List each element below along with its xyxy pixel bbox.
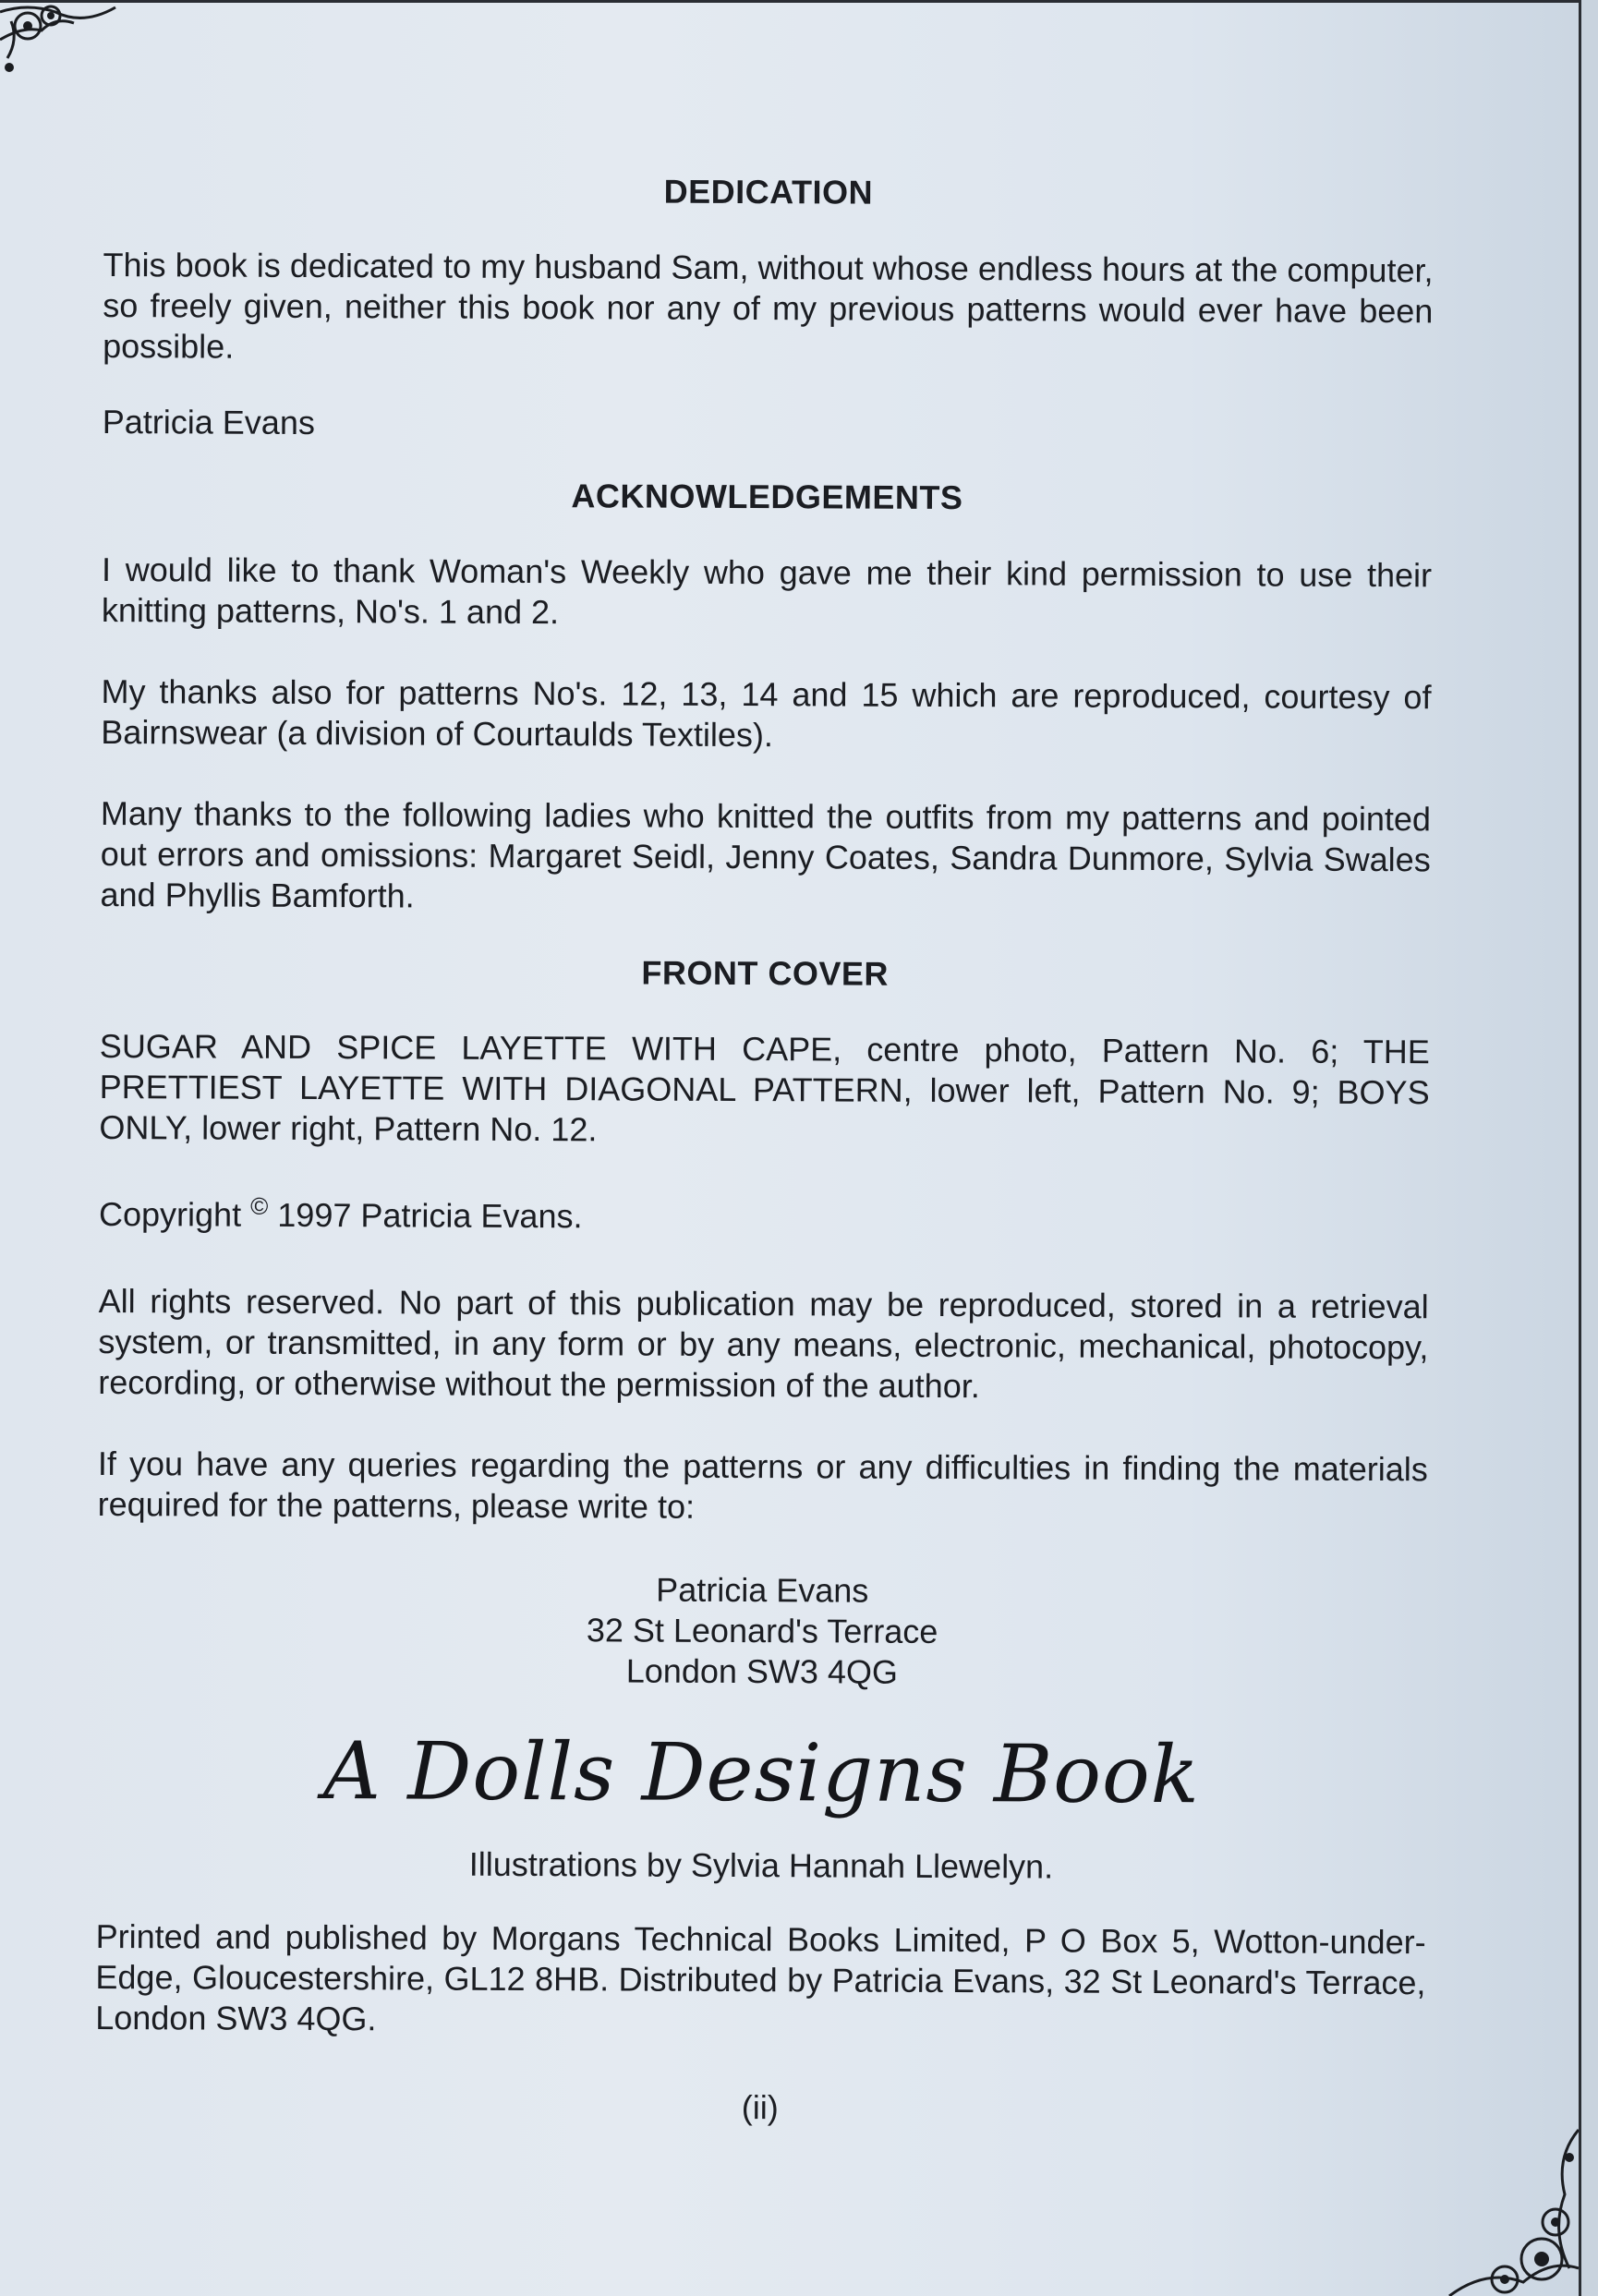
contact-address [97,1567,1428,1695]
lace-corner-bottom-right-icon [1440,2121,1579,2296]
lace-corner-top-left-icon [0,3,129,104]
rights-text: All rights reserved. No part of this publication may be reproduced, stored in a retrieval system, or transmitted, in any form or by any means, electronic, mechanical, photocopy, recording, or otherwise without the permission of the author. [98,1281,1429,1406]
acknowledgement-paragraph: My thanks also for patterns No's. 12, 13, 14 and 15 which are reproduced, courtesy of Bairnswear (a division of Courtaulds Textiles). [101,671,1432,755]
acknowledgement-paragraph: Many thanks to the following ladies who knitted the outfits from my patterns and pointed out errors and omissions: Margaret Seidl, Jenny Coates, Sandra Dunmore, Sylvia Swales and Phyllis Bamforth. [100,793,1432,915]
dedication-heading: DEDICATION [663,172,874,211]
front-cover-heading: FRONT COVER [641,953,890,993]
page-content [95,169,1434,2131]
copyright-symbol: © [250,1191,269,1220]
acknowledgements-heading: ACKNOWLEDGEMENTS [571,477,963,517]
illustrations-credit: Illustrations by Sylvia Hannah Llewelyn. [468,1844,1054,1886]
dedication-text: This book is dedicated to my husband Sam, without whose endless hours at the computer, so freely given, neither this book nor any of my previous patterns would ever have been possible. [103,245,1434,366]
copyright-suffix: 1997 Patricia Evans. [277,1195,583,1236]
front-cover-text: SUGAR AND SPICE LAYETTE WITH CAPE, centre photo, Pattern No. 6; THE PRETTIEST LAYETTE WITH DIAGONAL PATTERN, lower left, Pattern No. 9; BOYS ONLY, lower right, Pattern No. 12. [99,1026,1430,1149]
publisher-info: Printed and published by Morgans Technical Books Limited, P O Box 5, Wotton-under-Edge, Gloucestershire, GL12 8HB. Distributed by Patricia Evans, 32 St Leonard's Terrace, London SW3 4QG. [95,1916,1426,2038]
address-name: Patricia Evans [656,1570,869,1610]
copyright-prefix: Copyright [98,1194,242,1234]
queries-text: If you have any queries regarding the patterns or any difficulties in finding the materials required for the patterns, please write to: [97,1444,1428,1526]
page-number: (ii) [741,2088,779,2127]
publisher-brand-title: A Dolls Designs Book [322,1725,1201,1822]
dedication-signature: Patricia Evans [102,402,316,442]
acknowledgement-paragraph: I would like to thank Woman's Weekly who gave me their kind permission to use their knitting patterns, No's. 1 and 2. [101,550,1433,632]
address-street: 32 St Leonard's Terrace [586,1611,938,1650]
address-city: London SW3 4QG [625,1651,899,1691]
copyright-line [98,1191,1429,1240]
